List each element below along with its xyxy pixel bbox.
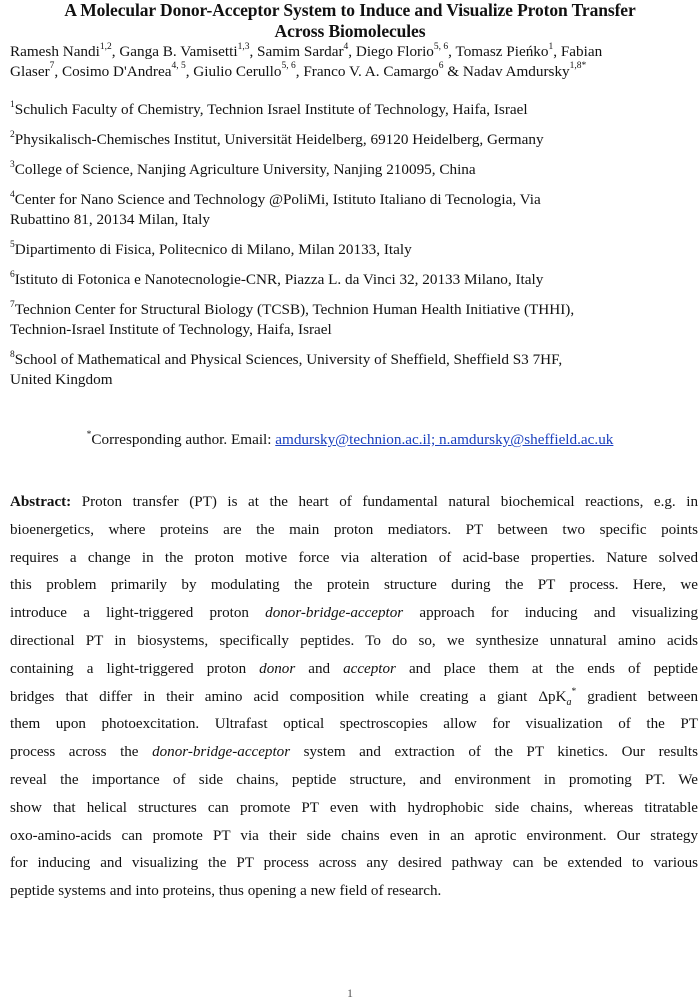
author-name: Ganga B. Vamisetti (119, 43, 238, 60)
abstract-text: oxo-amino-acids can promote PT via their side chains even in an aprotic environment. Our strategy (10, 827, 698, 844)
abstract-text: process across the (10, 744, 153, 761)
abstract-text: this problem primarily by modulating the protein structure during the PT process. Here, we (10, 577, 698, 594)
author: Ramesh Nandi$^{1,2}$, (10, 41, 120, 60)
abstract-text: show that helical structures can promote PT even with hydrophobic side chains, whereas titratable (10, 799, 698, 816)
author (561, 43, 602, 60)
abstract-text: reveal the importance of side chains, peptide structure, and environment in promoting PT. We (10, 771, 698, 788)
abstract-text: bridges that differ in their amino acid composition while creating a giant ΔpK (10, 688, 567, 705)
abstract-text: donor-bridge-acceptor (265, 605, 404, 622)
abstract-text: requires a change in the proton motive force via alteration of acid-base properties. Nature solved (10, 549, 698, 566)
affiliation-text: School of Mathematical and Physical Sciences, University of Sheffield, Sheffield S3 7HF, (14, 351, 563, 368)
author-name: Tomasz Pieńko (455, 43, 549, 60)
author-affiliation-marker: 1,3 (237, 41, 250, 52)
abstract (10, 489, 698, 906)
abstract-line (10, 489, 698, 517)
abstract-text: system and extraction of the PT kinetics. Our results (290, 744, 699, 761)
abstract-text: for inducing and visualizing the PT process across any desired pathway can be extended to various (10, 855, 698, 872)
corresponding-email-link[interactable]: amdursky@technion.ac.il; n.amdursky@sheffield.ac.uk (275, 431, 614, 448)
affiliation-text: Dipartimento di Fisica, Politecnico di Milano, Milan 20133, Italy (14, 241, 412, 258)
abstract-line (10, 878, 698, 906)
abstract-line (10, 711, 698, 739)
author-affiliation-marker: 6 (438, 61, 444, 72)
author-affiliation-marker: 1,8* (569, 61, 587, 72)
author: Glaser$^7$, (10, 61, 62, 80)
affiliation-marker: 4 (10, 189, 15, 200)
author-name: Cosimo D'Andrea (61, 62, 172, 80)
abstract-text: containing a light-triggered proton (10, 660, 260, 677)
abstract-text: gradient between (576, 688, 698, 705)
affiliation-text: Technion-Israel Institute of Technology, Haifa, Israel (10, 321, 332, 338)
corresponding-author (0, 430, 700, 450)
abstract-text: directional PT in biosystems, specifically peptides. To do so, we synthesize unnatural amino acids (10, 632, 698, 649)
author: Diego Florio$^{5, 6}$, (355, 41, 456, 60)
affiliation-marker: 8 (10, 349, 15, 360)
author: Franco V. A. Camargo$^6$ & (303, 61, 463, 80)
page-number: 1 (347, 986, 353, 1000)
abstract-text: a (566, 696, 572, 708)
abstract-text: them upon photoexcitation. Ultrafast optical spectroscopies allow for visualization of the PT (10, 716, 698, 733)
author-list (10, 42, 695, 81)
author-affiliation-marker: 5, 6 (281, 61, 296, 72)
affiliation (10, 270, 695, 290)
author-name: Ramesh Nandi (10, 43, 100, 60)
affiliation-text: United Kingdom (10, 371, 113, 388)
author-line-2 (10, 62, 695, 82)
abstract-text: bioenergetics, where proteins are the main proton mediators. PT between two specific points (10, 521, 698, 538)
affiliation (10, 130, 695, 150)
affiliation (10, 190, 695, 230)
title-line-2: Across Biomolecules (274, 21, 426, 41)
abstract-text: approach for inducing and visualizing (403, 605, 698, 622)
author: Ganga B. Vamisetti$^{1,3}$, (119, 41, 258, 60)
corresponding-marker: * (86, 429, 92, 440)
author: Giulio Cerullo$^{5, 6}$, (193, 61, 304, 80)
affiliation-text: Physikalisch-Chemisches Institut, Universität Heidelberg, 69120 Heidelberg, Germany (14, 131, 544, 148)
affiliation-text: College of Science, Nanjing Agriculture University, Nanjing 210095, China (14, 161, 476, 178)
paper-title (0, 0, 700, 42)
author-name: Giulio Cerullo (193, 62, 282, 80)
abstract-line (10, 545, 698, 573)
author-name: Glaser (10, 62, 50, 80)
abstract-text: peptide systems and into proteins, thus opening a new field of research. (10, 883, 442, 900)
abstract-line (10, 739, 698, 767)
abstract-heading: Abstract: (10, 494, 72, 510)
abstract-text: Proton transfer (PT) is at the heart of fundamental natural biochemical reactions, e.g. in (71, 494, 698, 510)
author: Samim Sardar$^4$, (257, 41, 356, 60)
abstract-line (10, 684, 698, 712)
affiliation (10, 350, 695, 390)
abstract-line (10, 517, 698, 545)
affiliation (10, 300, 695, 340)
affiliation-marker: 6 (10, 269, 15, 280)
abstract-line (10, 795, 698, 823)
abstract-text: introduce a light-triggered proton (10, 605, 266, 622)
author: Cosimo D'Andrea$^{4, 5}$, (61, 61, 194, 80)
abstract-line (10, 850, 698, 878)
affiliation-marker: 7 (10, 299, 15, 310)
abstract-text: donor (259, 660, 296, 677)
affiliation (10, 160, 695, 180)
affiliation (10, 240, 695, 260)
abstract-text: and place them at the ends of peptide (395, 660, 699, 677)
abstract-line (10, 767, 698, 795)
affiliation-text: Center for Nano Science and Technology @PoliMi, Istituto Italiano di Tecnologia, Via (14, 191, 541, 208)
affiliation-text: Technion Center for Structural Biology (TCSB), Technion Human Health Initiative (THHI), (14, 301, 575, 318)
author-name: Franco V. A. Camargo (303, 62, 439, 80)
abstract-text: * (571, 686, 577, 697)
affiliation-text: Istituto di Fotonica e Nanotecnologie-CNR, Piazza L. da Vinci 32, 20133 Milano, Italy (14, 271, 544, 288)
abstract-line (10, 572, 698, 600)
author-line-1 (10, 42, 695, 62)
author-affiliation-marker: 1 (548, 41, 554, 52)
abstract-text: acceptor (343, 660, 396, 677)
abstract-line (10, 656, 698, 684)
author-name: Samim Sardar (257, 43, 344, 60)
author-affiliation-marker: 1,2 (99, 41, 112, 52)
author-affiliation-marker: 7 (49, 61, 55, 72)
author-name: Nadav Amdursky (462, 62, 570, 80)
abstract-line (10, 628, 698, 656)
corresponding-label: Corresponding author. Email: (91, 431, 276, 448)
abstract-text: and (295, 660, 344, 677)
affiliation-marker: 5 (10, 239, 15, 250)
author: Tomasz Pieńko$^1$, (455, 41, 561, 60)
affiliation-marker: 1 (10, 99, 15, 110)
author (463, 63, 586, 80)
abstract-line (10, 600, 698, 628)
affiliation-marker: 2 (10, 129, 15, 140)
author-affiliation-marker: 5, 6 (433, 41, 449, 52)
affiliation-marker: 3 (10, 159, 15, 170)
abstract-text: donor-bridge-acceptor (152, 744, 291, 761)
affiliation (10, 100, 695, 120)
author-name: Fabian (560, 43, 603, 60)
abstract-line (10, 823, 698, 851)
author-affiliation-marker: 4, 5 (171, 61, 186, 72)
author-name: Diego Florio (355, 43, 434, 60)
affiliation-text: Rubattino 81, 20134 Milan, Italy (10, 211, 210, 228)
affiliation-text: Schulich Faculty of Chemistry, Technion Israel Institute of Technology, Haifa, Israel (14, 101, 528, 118)
author-affiliation-marker: 4 (343, 41, 349, 52)
title-line-1: A Molecular Donor-Acceptor System to Induce and Visualize Proton Transfer (64, 0, 636, 20)
